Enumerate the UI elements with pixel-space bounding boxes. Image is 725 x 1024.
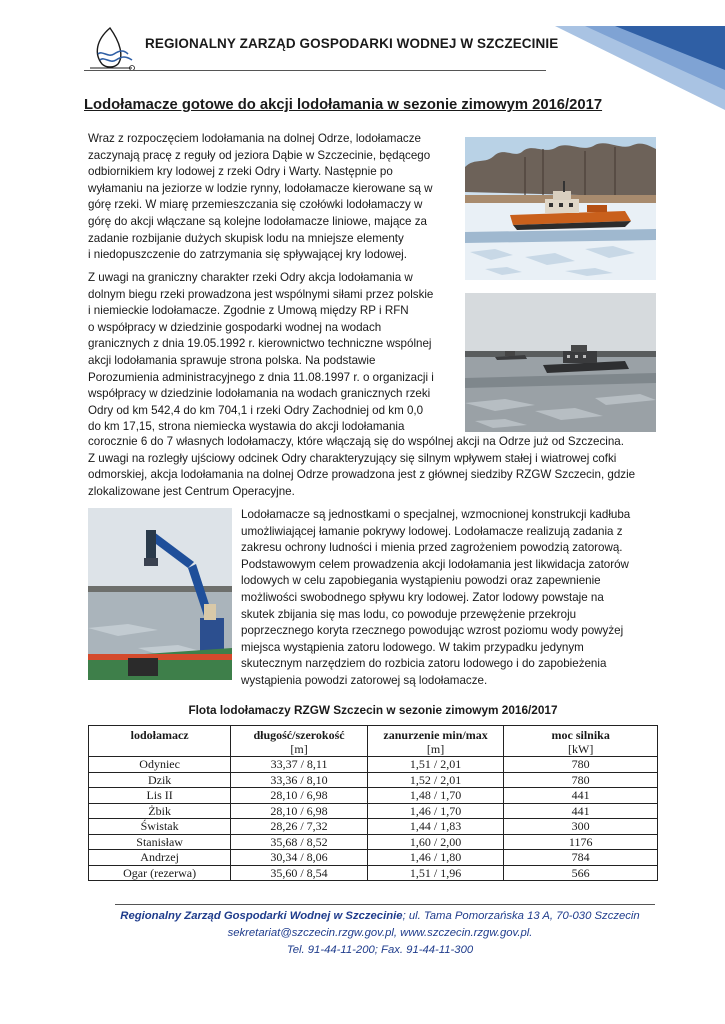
table-caption: Flota lodołamaczy RZGW Szczecin w sezonie zimowym 2016/2017 [188,703,558,717]
rzgw-logo-icon [84,24,138,74]
photo-icebreakers-river [465,293,656,432]
column-header-label: zanurzenie min/max [383,728,488,742]
table-cell: Żbik [89,803,231,819]
table-cell: 1,46 / 1,80 [367,850,504,866]
table-cell: 1,44 / 1,83 [367,819,504,835]
table-cell: Stanisław [89,834,231,850]
paragraph-line: poprzecznego koryta rzecznego powodując wzrost poziomu wody powyżej [241,624,624,638]
paragraph-line: Z uwagi na rozległy ujściowy odcinek Odry charakteryzujący się silnym wpływem stałej i wiatrowej cofki [88,451,617,465]
paragraph-line: o współpracy w dziedzinie gospodarki wodnej na wodach [88,320,382,334]
table-cell: 1,60 / 2,00 [367,834,504,850]
column-header [89,726,231,757]
paragraph-line: zakresu ochrony ludności i mienia przed zagrożeniem powodzią zatorową. [241,541,623,555]
paragraph-line: umożliwiającej łamanie pokrywy lodowej. Lodołamacze realizują zadania z [241,524,623,538]
paragraph-line: Wraz z rozpoczęciem lodołamania na dolnej Odrze, lodołamacze [88,132,421,145]
table-cell: 1176 [504,834,658,850]
organization-header: REGIONALNY ZARZĄD GOSPODARKI WODNEJ W SZCZECINIE [145,36,559,51]
paragraph-line: do km 17,15, strona niemiecka wystawia do akcji lodołamania [88,420,405,434]
table-cell: 33,37 / 8,11 [231,757,368,773]
paragraph-line: zadanie rozbijanie dużych skupisk lodu na mniejsze elementy [88,231,404,245]
column-header [504,726,658,757]
table-cell: Odyniec [89,757,231,773]
paragraph-line: dolnym biegu rzeki prowadzona jest wspólnymi siłami przez polskie [88,287,434,301]
header-divider [84,70,546,71]
table-cell: 1,51 / 1,96 [367,865,504,881]
corner-decoration [545,0,725,110]
table-cell: 33,36 / 8,10 [231,772,368,788]
table-row [89,865,658,881]
paragraph-line: i niemieckie lodołamacze. Zgodnie z Umową między RP i RFN [88,304,409,318]
table-cell: Andrzej [89,850,231,866]
paragraph-line: akcji lodołamania sprawuje strona polska. Na podstawie [88,353,376,367]
footer-phone: Tel. 91-44-11-200; Fax. 91-44-11-300 [286,944,474,956]
paragraph-line: corocznie 6 do 7 własnych lodołamaczy, które włączają się do wspólnej akcji na Odrze już od Szczecina. [88,435,624,448]
table-cell: 1,52 / 2,01 [367,772,504,788]
table-cell: 30,34 / 8,06 [231,850,368,866]
table-cell: 28,26 / 7,32 [231,819,368,835]
paragraph-line: górę rzeki. W miarę przemieszczania się czołówki lodołamaczy w [88,198,423,212]
column-header-label: moc silnika [551,728,610,742]
table-cell: Ogar (rezerwa) [89,865,231,881]
article-title: Lodołamacze gotowe do akcji lodołamania w sezonie zimowym 2016/2017 [84,97,603,113]
paragraph-cooperation [88,270,456,436]
table-row [89,788,658,804]
table-cell: 35,68 / 8,52 [231,834,368,850]
paragraph-line: górę do akcji włączane są kolejne lodołamacze liniowe, mające za [88,214,427,228]
column-header-unit: [m] [290,742,308,756]
paragraph-line: lodowych w celu zapobiegania wystąpieniu powodzi oraz zapewnienie [241,574,601,588]
footer-address-line [100,910,660,922]
table-cell: Dzik [89,772,231,788]
column-header-label: długość/szerokość [253,728,345,742]
paragraph-line: Podstawowym celem prowadzenia akcji lodołamania jest likwidacja zatorów [241,557,629,571]
photo-ship-crane [88,508,232,680]
table-cell: 1,46 / 1,70 [367,803,504,819]
table-header-row [89,726,658,757]
column-header-unit: [m] [426,742,445,756]
paragraph-line: skutek zbijania się mas lodu, co powoduje przewężenie przekroju [241,607,577,621]
paragraph-line: zaczynają pracę z reguły od jeziora Dąbie w Szczecinie, będącego [88,148,431,162]
table-cell: 28,10 / 6,98 [231,788,368,804]
paragraph-line: możliwości swobodnego spływu kry lodowej. Zator lodowy powstaje na [241,590,604,604]
table-row [89,819,658,835]
paragraph-line: wystąpienia powodzi zatorowej są lodołamacze. [241,673,488,687]
table-row [89,772,658,788]
table-cell: 784 [504,850,658,866]
paragraph-line: odbiornikiem kry lodowej z rzeki Odry i Warty. Następnie po [88,165,393,179]
paragraph-line: skutecznym narzędziem do rozbicia zatoru lodowego i do zapobieżenia [241,657,607,671]
paragraph-line: odmorskiej, akcja lodołamania na dolnej Odrze prowadzona jest z głównej siedziby RZGW Szczecin, gdzie [88,468,636,482]
photo-icebreaker-lake [465,137,656,280]
column-header-label: lodołamacz [130,728,189,742]
table-row [89,834,658,850]
icebreaker-fleet-table [88,725,658,881]
paragraph-line: zlokalizowane jest Centrum Operacyjne. [88,484,295,498]
paragraph-line: i niedopuszczenie do zatrzymania się spływającej kry lodowej. [88,248,407,262]
table-row [89,803,658,819]
paragraph-intro [88,131,456,264]
table-cell: 780 [504,772,658,788]
table-row [89,757,658,773]
paragraph-line: granicznych z dnia 19.05.1992 r. kierownictwo techniczne wspólnej [88,337,432,351]
table-cell: Lis II [89,788,231,804]
paragraph-line: współpracy w dziedzinie lodołamania na wodach granicznych rzeki [88,387,431,401]
column-header [367,726,504,757]
table-cell: 35,60 / 8,54 [231,865,368,881]
table-cell: 300 [504,819,658,835]
footer-org-name: Regionalny Zarząd Gospodarki Wodnej w Szczecinie [120,910,403,922]
paragraph-line: Porozumienia administracyjnego z dnia 11.08.1997 r. o organizacji i [88,370,434,384]
paragraph-operations-center [88,434,658,500]
footer-contact[interactable]: sekretariat@szczecin.rzgw.gov.pl, www.szczecin.rzgw.gov.pl. [227,927,533,939]
table-cell: 566 [504,865,658,881]
column-header [231,726,368,757]
paragraph-line: Odry od km 542,4 do km 704,1 i rzeki Odry Zachodniej od km 0,0 [88,403,424,417]
table-cell: 441 [504,788,658,804]
paragraph-icebreaker-purpose [241,507,655,690]
paragraph-line: Lodołamacze są jednostkami o specjalnej, wzmocnionej konstrukcji kadłuba [241,508,631,521]
table-cell: Świstak [89,819,231,835]
table-cell: 1,51 / 2,01 [367,757,504,773]
paragraph-line: wyłamaniu na jeziorze w lodzie rynny, lodołamacze kierowane są w [88,181,433,195]
table-row [89,850,658,866]
table-cell: 441 [504,803,658,819]
paragraph-line: miejsca wystąpienia zatoru lodowego. W takim przypadku jedynym [241,640,584,654]
paragraph-line: Z uwagi na graniczny charakter rzeki Odry akcja lodołamania w [88,271,413,284]
footer-address: ; ul. Tama Pomorzańska 13 A, 70-030 Szczecin [402,910,640,922]
footer-divider [115,904,655,905]
table-cell: 780 [504,757,658,773]
table-cell: 1,48 / 1,70 [367,788,504,804]
table-cell: 28,10 / 6,98 [231,803,368,819]
column-header-unit: [kW] [568,742,594,756]
